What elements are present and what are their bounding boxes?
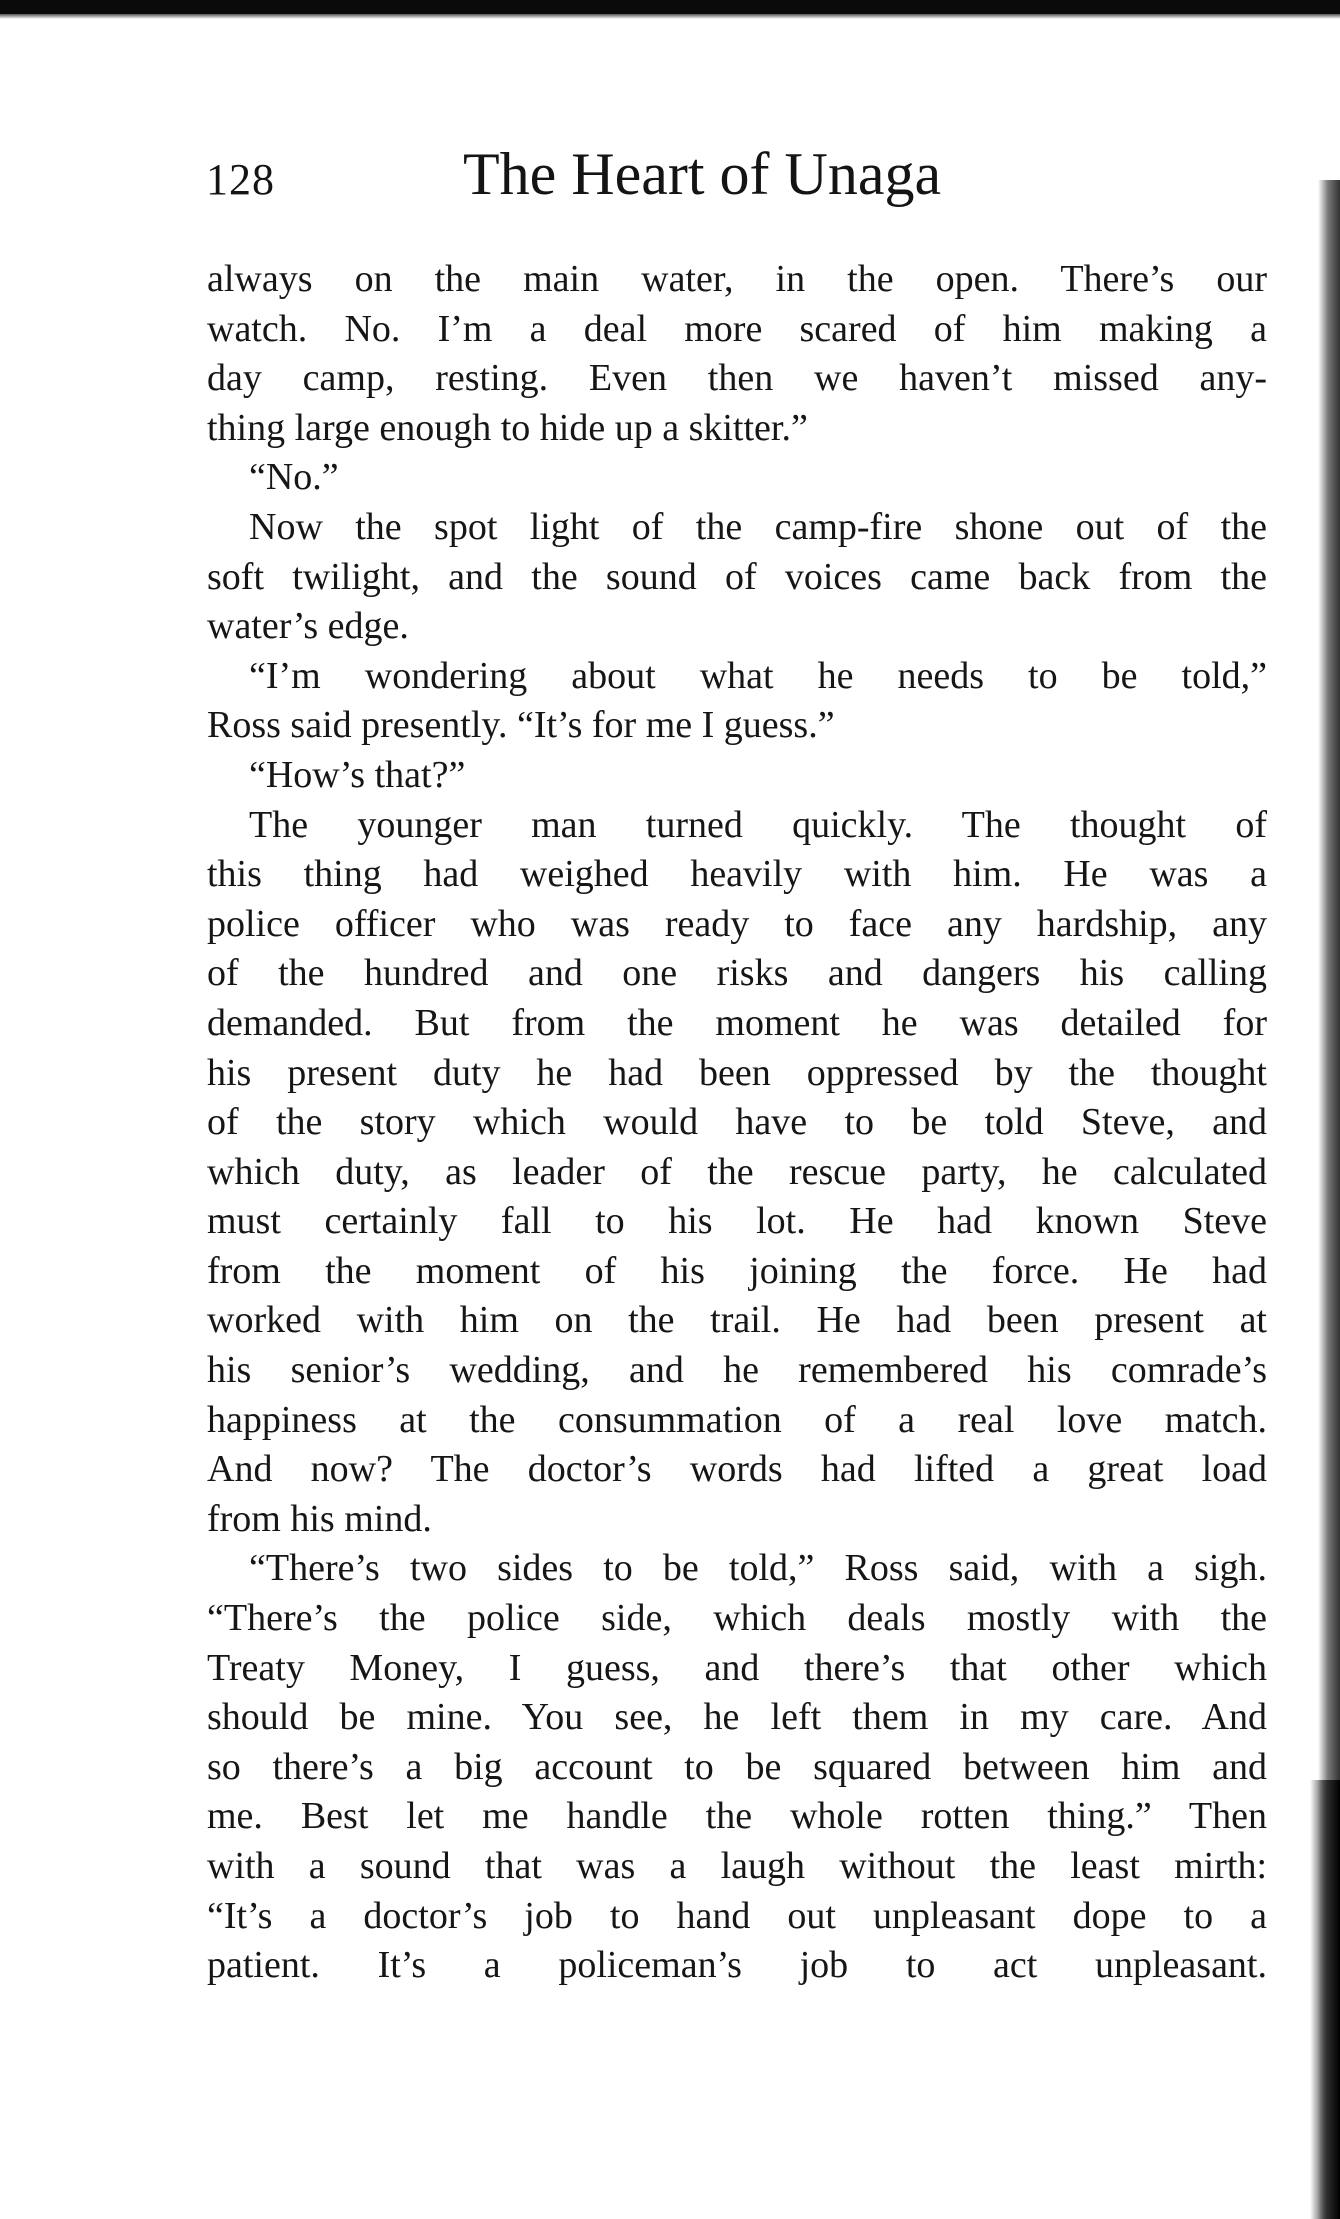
text-line: day camp, resting. Even then we haven’t missed any- bbox=[207, 357, 1267, 400]
text-line: should be mine. You see, he left them in my care. And bbox=[207, 1696, 1267, 1739]
text-line: “How’s that?” bbox=[249, 753, 466, 796]
text-line: water’s edge. bbox=[207, 605, 409, 648]
text-line: thing large enough to hide up a skitter.” bbox=[207, 406, 808, 449]
page-header bbox=[206, 141, 1266, 218]
text-line: police officer who was ready to face any hardship, any bbox=[207, 902, 1267, 945]
text-line: And now? The doctor’s words had lifted a great load bbox=[207, 1448, 1267, 1491]
text-line: me. Best let me handle the whole rotten thing.” Then bbox=[207, 1795, 1267, 1838]
scan-right-edge-shadow-lower bbox=[1310, 1780, 1340, 2219]
text-line: demanded. But from the moment he was detailed for bbox=[207, 1001, 1267, 1044]
text-line: “No.” bbox=[249, 456, 339, 499]
text-line: patient. It’s a policeman’s job to act unpleasant. bbox=[207, 1944, 1267, 1987]
text-line: worked with him on the trail. He had been present at bbox=[207, 1299, 1267, 1342]
text-line: from the moment of his joining the force. He had bbox=[207, 1249, 1267, 1292]
text-line: Now the spot light of the camp-fire shone out of the bbox=[249, 505, 1267, 548]
text-line: “There’s the police side, which deals mostly with the bbox=[207, 1597, 1267, 1640]
text-line: “There’s two sides to be told,” Ross said, with a sigh. bbox=[249, 1547, 1267, 1590]
text-line: “I’m wondering about what he needs to be told,” bbox=[249, 654, 1267, 697]
text-line: must certainly fall to his lot. He had known Steve bbox=[207, 1200, 1267, 1243]
text-line: soft twilight, and the sound of voices came back from the bbox=[207, 555, 1267, 598]
text-line: with a sound that was a laugh without the least mirth: bbox=[207, 1845, 1267, 1887]
text-line: so there’s a big account to be squared between him and bbox=[207, 1745, 1267, 1788]
text-line: which duty, as leader of the rescue party, he calculated bbox=[207, 1150, 1267, 1193]
running-title: The Heart of Unaga bbox=[463, 141, 942, 207]
text-line: always on the main water, in the open. There’s our bbox=[207, 258, 1267, 300]
body-text bbox=[207, 255, 1267, 1991]
text-line: his present duty he had been oppressed by the thought bbox=[207, 1051, 1267, 1094]
scan-top-shadow bbox=[0, 14, 1340, 19]
text-line: happiness at the consummation of a real love match. bbox=[207, 1398, 1267, 1441]
page-number: 128 bbox=[206, 155, 275, 204]
text-line: of the story which would have to be told Steve, and bbox=[207, 1101, 1267, 1144]
text-line: Treaty Money, I guess, and there’s that other which bbox=[207, 1646, 1267, 1689]
text-line: watch. No. I’m a deal more scared of him making a bbox=[207, 307, 1267, 350]
text-line: from his mind. bbox=[207, 1497, 432, 1540]
text-line: this thing had weighed heavily with him. He was a bbox=[207, 853, 1267, 896]
text-line: of the hundred and one risks and dangers his calling bbox=[207, 952, 1267, 995]
text-line: Ross said presently. “It’s for me I guess.” bbox=[207, 704, 835, 747]
text-line: his senior’s wedding, and he remembered his comrade’s bbox=[207, 1349, 1267, 1392]
text-line: The younger man turned quickly. The thought of bbox=[249, 803, 1267, 846]
text-line: “It’s a doctor’s job to hand out unpleasant dope to a bbox=[207, 1894, 1267, 1937]
scan-top-border bbox=[0, 0, 1340, 14]
